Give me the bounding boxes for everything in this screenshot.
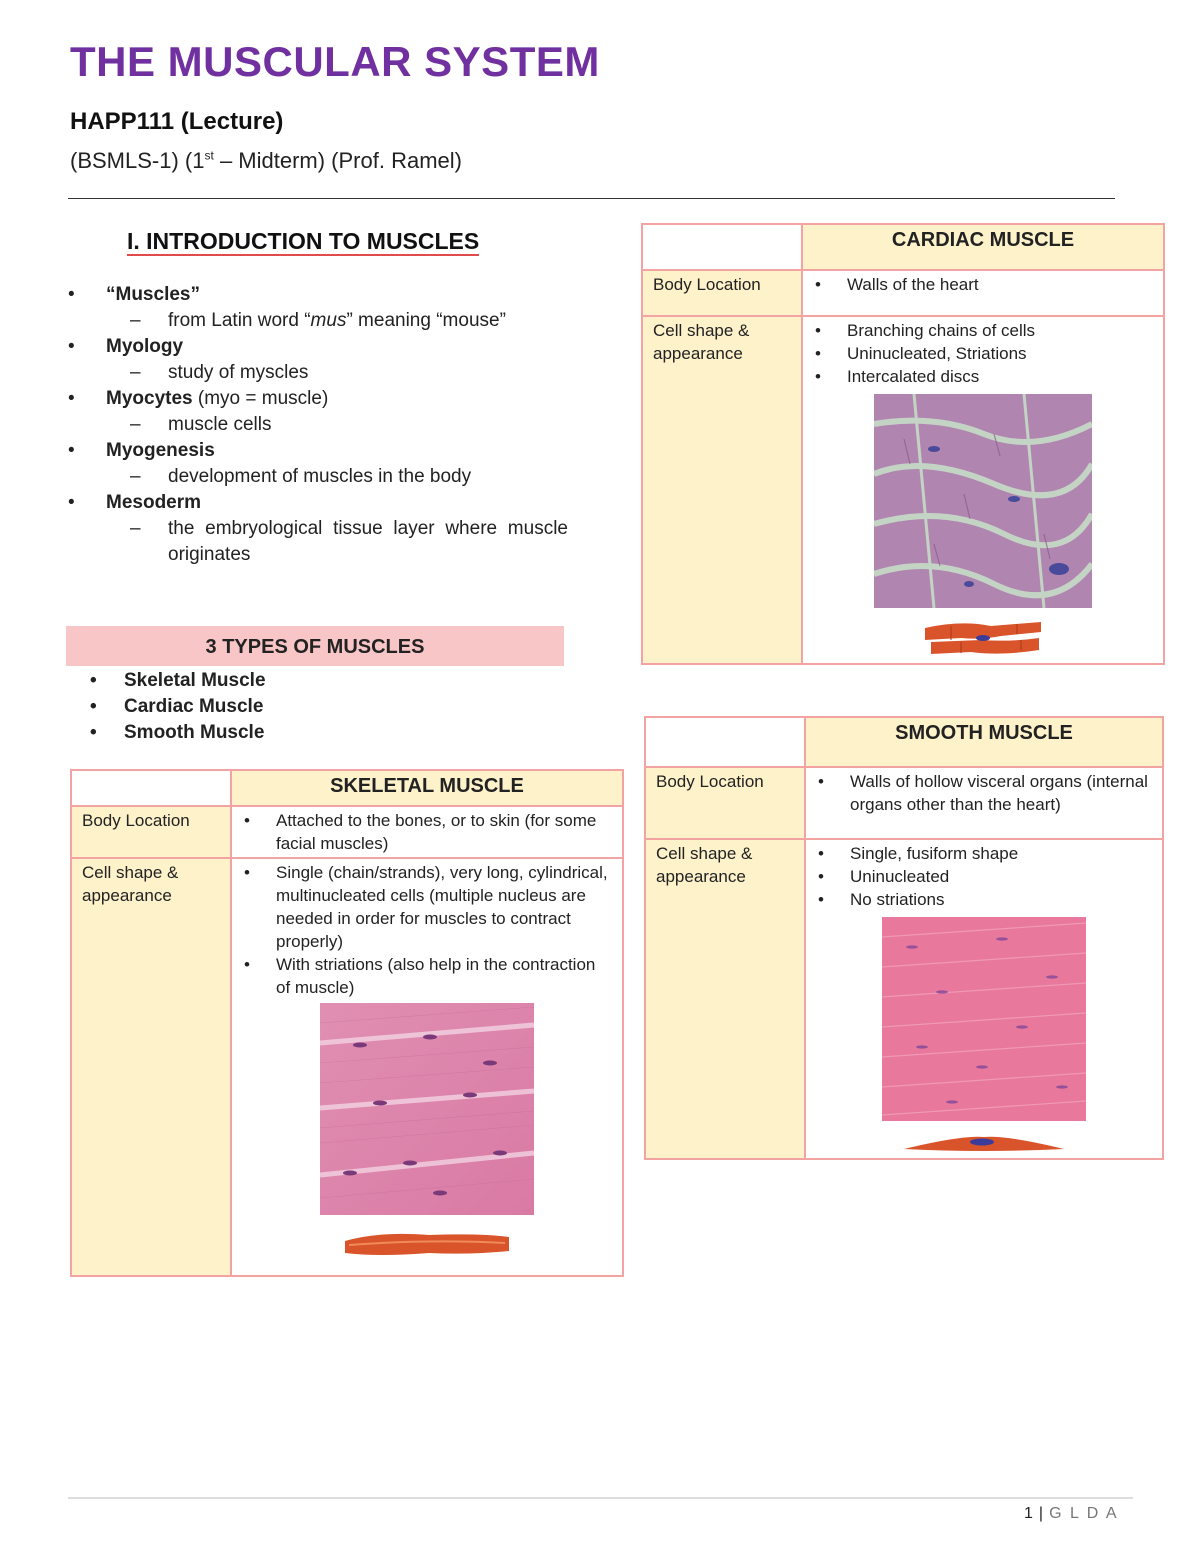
term-extra: (myo = muscle) xyxy=(192,388,329,409)
list-item xyxy=(68,386,568,412)
cell-text: Walls of hollow visceral organs (internal organs other than the heart) xyxy=(850,772,1148,814)
bullet-icon: • xyxy=(68,492,75,513)
list-item xyxy=(811,365,1155,388)
table-corner xyxy=(645,717,805,767)
list-item xyxy=(811,319,1155,342)
smooth-micrograph xyxy=(882,917,1086,1121)
list-item xyxy=(814,770,1154,816)
subtitle-superscript: st xyxy=(204,148,214,163)
cell-text: Attached to the bones, or to skin (for some facial muscles) xyxy=(276,811,597,853)
cell-text: Single, fusiform shape xyxy=(850,844,1019,863)
row-label: Body Location xyxy=(642,270,802,316)
bullet-icon: • xyxy=(815,344,821,363)
bullet-icon: • xyxy=(68,388,75,409)
definition-text: study of myscles xyxy=(168,362,309,383)
term: Myology xyxy=(106,336,184,357)
footer xyxy=(1024,1505,1119,1523)
cardiac-table xyxy=(641,223,1165,665)
table-heading: CARDIAC MUSCLE xyxy=(802,224,1164,270)
header-divider xyxy=(68,198,1115,199)
cell-text: Walls of the heart xyxy=(847,275,979,294)
subtitle-suffix: – Midterm) (Prof. Ramel) xyxy=(213,148,462,173)
row-label: Cell shape & appearance xyxy=(642,316,802,664)
footer-divider xyxy=(68,1497,1133,1499)
cell-text: No striations xyxy=(850,890,945,909)
list-item xyxy=(240,861,614,953)
course-code: HAPP111 (Lecture) xyxy=(70,108,284,135)
page-title: THE MUSCULAR SYSTEM xyxy=(70,38,600,85)
list-item xyxy=(68,282,568,308)
location-cell xyxy=(805,767,1163,839)
dash-icon: – xyxy=(130,518,141,539)
skeletal-table xyxy=(70,769,624,1277)
list-item xyxy=(90,720,266,746)
definition-text: the embryological tissue layer where muscle originates xyxy=(168,518,568,565)
bullet-icon: • xyxy=(90,722,97,743)
dash-icon: – xyxy=(130,414,141,435)
subtitle-prefix: (BSMLS-1) (1 xyxy=(70,148,205,173)
table-corner xyxy=(71,770,231,806)
bullet-icon: • xyxy=(815,321,821,340)
definition-text: from Latin word “ xyxy=(168,310,311,331)
list-item xyxy=(68,334,568,360)
cell-text: Branching chains of cells xyxy=(847,321,1036,340)
definition xyxy=(68,308,568,334)
list-item xyxy=(90,668,266,694)
footer-separator: | xyxy=(1038,1505,1046,1522)
term: “Muscles” xyxy=(106,284,200,305)
footer-initials: G L D A xyxy=(1049,1505,1119,1522)
smooth-table xyxy=(644,716,1164,1160)
row-label: Cell shape & appearance xyxy=(71,858,231,1276)
intro-list xyxy=(68,282,568,568)
list-item xyxy=(811,342,1155,365)
bullet-icon: • xyxy=(90,696,97,717)
bullet-icon: • xyxy=(815,275,821,294)
definition xyxy=(68,360,568,386)
bullet-icon: • xyxy=(815,367,821,386)
cell-text: Intercalated discs xyxy=(847,367,980,386)
bullet-icon: • xyxy=(90,670,97,691)
types-list xyxy=(90,668,266,746)
definition xyxy=(68,464,568,490)
bullet-icon: • xyxy=(818,772,824,791)
bullet-icon: • xyxy=(68,440,75,461)
shape-cell xyxy=(805,839,1163,1159)
term: Myocytes xyxy=(106,388,193,409)
cell-text: Single (chain/strands), very long, cylindrical, multinucleated cells (multiple nucleus are needed in order for muscles to contract properly) xyxy=(276,863,608,951)
table-heading: SMOOTH MUSCLE xyxy=(805,717,1163,767)
list-item xyxy=(814,842,1154,865)
dash-icon: – xyxy=(130,466,141,487)
definition-text: development of muscles in the body xyxy=(168,466,472,487)
bullet-icon: • xyxy=(244,863,250,882)
term: Myogenesis xyxy=(106,440,215,461)
shape-cell xyxy=(802,316,1164,664)
list-item xyxy=(68,490,568,516)
cell-text: Uninucleated xyxy=(850,867,950,886)
skeletal-micrograph xyxy=(320,1003,534,1215)
row-label: Body Location xyxy=(71,806,231,858)
row-label: Cell shape & appearance xyxy=(645,839,805,1159)
cell-text: Uninucleated, Striations xyxy=(847,344,1027,363)
shape-cell xyxy=(231,858,623,1276)
page-number: 1 xyxy=(1024,1505,1035,1522)
bullet-icon: • xyxy=(818,867,824,886)
dash-icon: – xyxy=(130,362,141,383)
bullet-icon: • xyxy=(818,890,824,909)
cell-text: With striations (also help in the contraction of muscle) xyxy=(276,955,596,997)
cardiac-micrograph xyxy=(874,394,1092,608)
location-cell xyxy=(802,270,1164,316)
term: Mesoderm xyxy=(106,492,202,513)
list-item xyxy=(814,888,1154,911)
definition-text: muscle cells xyxy=(168,414,272,435)
type-label: Cardiac Muscle xyxy=(124,696,264,717)
bullet-icon: • xyxy=(244,811,250,830)
definition xyxy=(68,412,568,438)
bullet-icon: • xyxy=(68,284,75,305)
smooth-cell-drawing xyxy=(902,1133,1066,1155)
list-item xyxy=(811,273,1155,296)
bullet-icon: • xyxy=(244,955,250,974)
list-item xyxy=(90,694,266,720)
type-label: Skeletal Muscle xyxy=(124,670,266,691)
location-cell xyxy=(231,806,623,858)
definition-text: ” meaning “mouse” xyxy=(346,310,506,331)
type-label: Smooth Muscle xyxy=(124,722,265,743)
bullet-icon: • xyxy=(68,336,75,357)
section-heading: I. INTRODUCTION TO MUSCLES xyxy=(127,228,480,254)
definition-emphasis: mus xyxy=(310,310,347,331)
list-item xyxy=(68,438,568,464)
course-subtitle xyxy=(70,148,462,174)
row-label: Body Location xyxy=(645,767,805,839)
list-item xyxy=(814,865,1154,888)
definition xyxy=(68,516,568,568)
cardiac-cell-drawing xyxy=(921,618,1045,658)
list-item xyxy=(240,809,614,855)
skeletal-cell-drawing xyxy=(339,1227,515,1261)
table-corner xyxy=(642,224,802,270)
table-heading: SKELETAL MUSCLE xyxy=(231,770,623,806)
types-heading: 3 TYPES OF MUSCLES xyxy=(66,626,564,666)
bullet-icon: • xyxy=(818,844,824,863)
dash-icon: – xyxy=(130,310,141,331)
list-item xyxy=(240,953,614,999)
